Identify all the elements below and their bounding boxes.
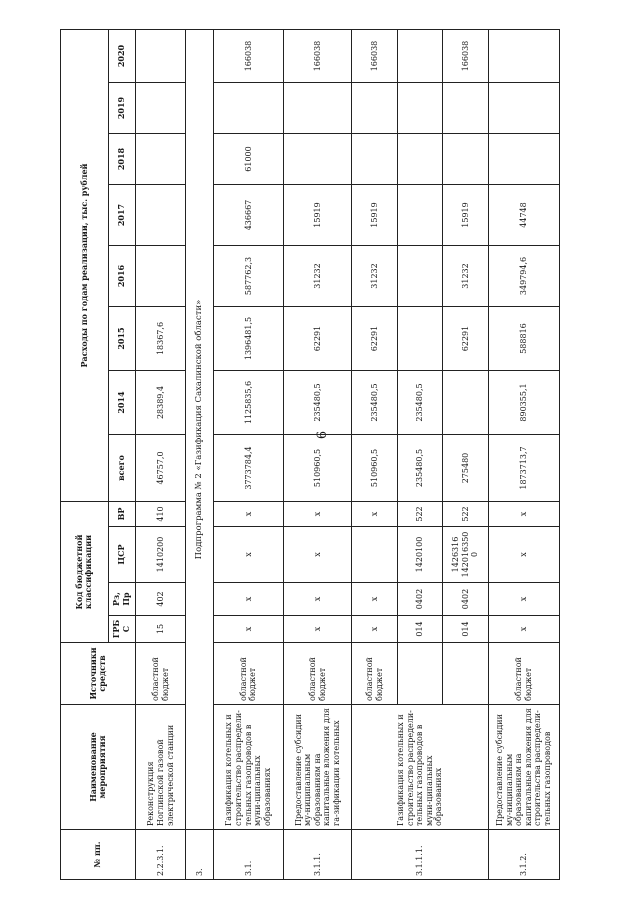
header-year-3: 2016 — [108, 246, 136, 307]
row-name: Газификация котельных и строительство распредели-тельных газопроводов в муни-ципальных образованиях — [352, 705, 488, 830]
value-cell — [443, 83, 488, 134]
value-cell: 166038 — [352, 30, 397, 83]
value-cell — [397, 30, 442, 83]
value-cell: 436667 — [213, 185, 284, 246]
header-code-1: Рз, Пр — [108, 583, 136, 616]
value-cell — [397, 246, 442, 307]
header-year-7: 2020 — [108, 30, 136, 83]
value-cell: 15919 — [284, 185, 352, 246]
value-cell: 28389,4 — [136, 371, 186, 435]
value-cell — [284, 134, 352, 185]
value-cell: 235480,5 — [397, 371, 442, 435]
header-year-4: 2017 — [108, 185, 136, 246]
row-name: Предоставление субсидии му-ниципальным образованиям на капитальные вложения для строительства распредели-тельных газопроводов — [488, 705, 559, 830]
value-cell — [488, 134, 559, 185]
value-cell — [488, 83, 559, 134]
code-grbs: x — [284, 616, 352, 643]
header-budget-code: Код бюджетной классификации — [61, 502, 109, 643]
row-name: Реконструкция Ноглинской газовой электрической станции — [136, 705, 186, 830]
code-rzpr: 0402 — [443, 583, 488, 616]
row-num: 3. — [186, 830, 213, 880]
value-cell: 15919 — [443, 185, 488, 246]
table-row — [284, 30, 352, 880]
header-year-1: 2014 — [108, 371, 136, 435]
header-code-3: ВР — [108, 502, 136, 527]
table-row — [352, 30, 397, 880]
header-year-6: 2019 — [108, 83, 136, 134]
value-cell — [136, 185, 186, 246]
value-cell — [397, 307, 442, 371]
row-source-empty — [397, 643, 442, 705]
code-vr: x — [352, 502, 397, 527]
value-cell: 44748 — [488, 185, 559, 246]
value-cell: 62291 — [352, 307, 397, 371]
value-cell — [284, 83, 352, 134]
value-cell — [397, 83, 442, 134]
row-num: 3.1. — [213, 830, 284, 880]
budget-table — [60, 29, 560, 880]
table-row — [488, 30, 559, 880]
row-num: 3.1.2. — [488, 830, 559, 880]
value-cell: 15919 — [352, 185, 397, 246]
value-cell: 18367,6 — [136, 307, 186, 371]
code-rzpr: x — [352, 583, 397, 616]
code-rzpr: x — [488, 583, 559, 616]
code-csr: 1420100 — [397, 527, 442, 583]
value-cell: 588816 — [488, 307, 559, 371]
row-num: 3.1.1. — [284, 830, 352, 880]
code-csr: x — [213, 527, 284, 583]
value-cell — [397, 134, 442, 185]
code-vr: x — [284, 502, 352, 527]
value-cell: 62291 — [284, 307, 352, 371]
row-name: Предоставление субсидии му-ниципальным образованиям на капитальные вложения для га-зификации котельных — [284, 705, 352, 830]
rotated-table-container — [60, 30, 560, 880]
value-cell — [443, 134, 488, 185]
page-number: 9 — [312, 430, 328, 440]
value-cell — [136, 246, 186, 307]
code-vr: 522 — [443, 502, 488, 527]
table-row — [213, 30, 284, 880]
value-cell: 166038 — [284, 30, 352, 83]
code-vr: x — [213, 502, 284, 527]
value-cell: 510960,5 — [284, 435, 352, 502]
section-row — [186, 30, 213, 880]
value-cell: 349794,6 — [488, 246, 559, 307]
value-cell: 31232 — [443, 246, 488, 307]
row-source-empty — [443, 643, 488, 705]
value-cell: 235480,5 — [352, 371, 397, 435]
value-cell: 166038 — [443, 30, 488, 83]
code-grbs: 014 — [443, 616, 488, 643]
value-cell: 61000 — [213, 134, 284, 185]
code-vr: x — [488, 502, 559, 527]
row-name: Газификация котельных и строительство распредели-тельных газопроводов в муни-ципальных образованиях — [213, 705, 284, 830]
header-year-5: 2018 — [108, 134, 136, 185]
row-source: областной бюджет — [213, 643, 284, 705]
row-source: областной бюджет — [284, 643, 352, 705]
header-name: Наименование мероприятия — [61, 705, 136, 830]
value-cell: 3773784,4 — [213, 435, 284, 502]
header-expenses: Расходы по годам реализации, тыс. рублей — [61, 30, 109, 502]
value-cell — [397, 185, 442, 246]
header-code-2: ЦСР — [108, 527, 136, 583]
code-vr: 410 — [136, 502, 186, 527]
value-cell: 587762,3 — [213, 246, 284, 307]
value-cell: 62291 — [443, 307, 488, 371]
value-cell — [488, 30, 559, 83]
value-cell: 46757,0 — [136, 435, 186, 502]
value-cell — [352, 83, 397, 134]
code-grbs: x — [488, 616, 559, 643]
code-rzpr: 402 — [136, 583, 186, 616]
row-source: областной бюджет — [352, 643, 397, 705]
value-cell: 235480,5 — [284, 371, 352, 435]
value-cell: 1396481,5 — [213, 307, 284, 371]
value-cell: 1125835,6 — [213, 371, 284, 435]
code-rzpr: x — [284, 583, 352, 616]
value-cell: 235480,5 — [397, 435, 442, 502]
row-num: 3.1.1.1. — [352, 830, 488, 880]
code-csr: 1426316 1420163500 — [443, 527, 488, 583]
value-cell — [352, 134, 397, 185]
value-cell — [443, 371, 488, 435]
code-csr: x — [488, 527, 559, 583]
header-num: № пп. — [61, 830, 136, 880]
subprogram-title: Подпрограмма № 2 «Газификация Сахалинской области» — [186, 30, 213, 830]
value-cell: 510960,5 — [352, 435, 397, 502]
header-year-0: всего — [108, 435, 136, 502]
value-cell: 166038 — [213, 30, 284, 83]
value-cell: 275480 — [443, 435, 488, 502]
value-cell: 31232 — [284, 246, 352, 307]
value-cell: 1873713,7 — [488, 435, 559, 502]
code-csr: x — [284, 527, 352, 583]
row-num: 2.2.3.1. — [136, 830, 186, 880]
value-cell: 890355,1 — [488, 371, 559, 435]
code-rzpr: x — [213, 583, 284, 616]
row-source: областной бюджет — [488, 643, 559, 705]
code-grbs: x — [213, 616, 284, 643]
code-grbs: x — [352, 616, 397, 643]
value-cell — [136, 134, 186, 185]
row-source: областной бюджет — [136, 643, 186, 705]
header-year-2: 2015 — [108, 307, 136, 371]
value-cell: 31232 — [352, 246, 397, 307]
table-row — [136, 30, 186, 880]
header-source: Источники средств — [61, 643, 136, 705]
value-cell — [213, 83, 284, 134]
value-cell — [136, 30, 186, 83]
code-vr: 522 — [397, 502, 442, 527]
value-cell — [136, 83, 186, 134]
header-code-0: ГРБС — [108, 616, 136, 643]
code-csr: 1410200 — [136, 527, 186, 583]
code-rzpr: 0402 — [397, 583, 442, 616]
code-grbs: 15 — [136, 616, 186, 643]
code-csr — [352, 527, 397, 583]
code-grbs: 014 — [397, 616, 442, 643]
